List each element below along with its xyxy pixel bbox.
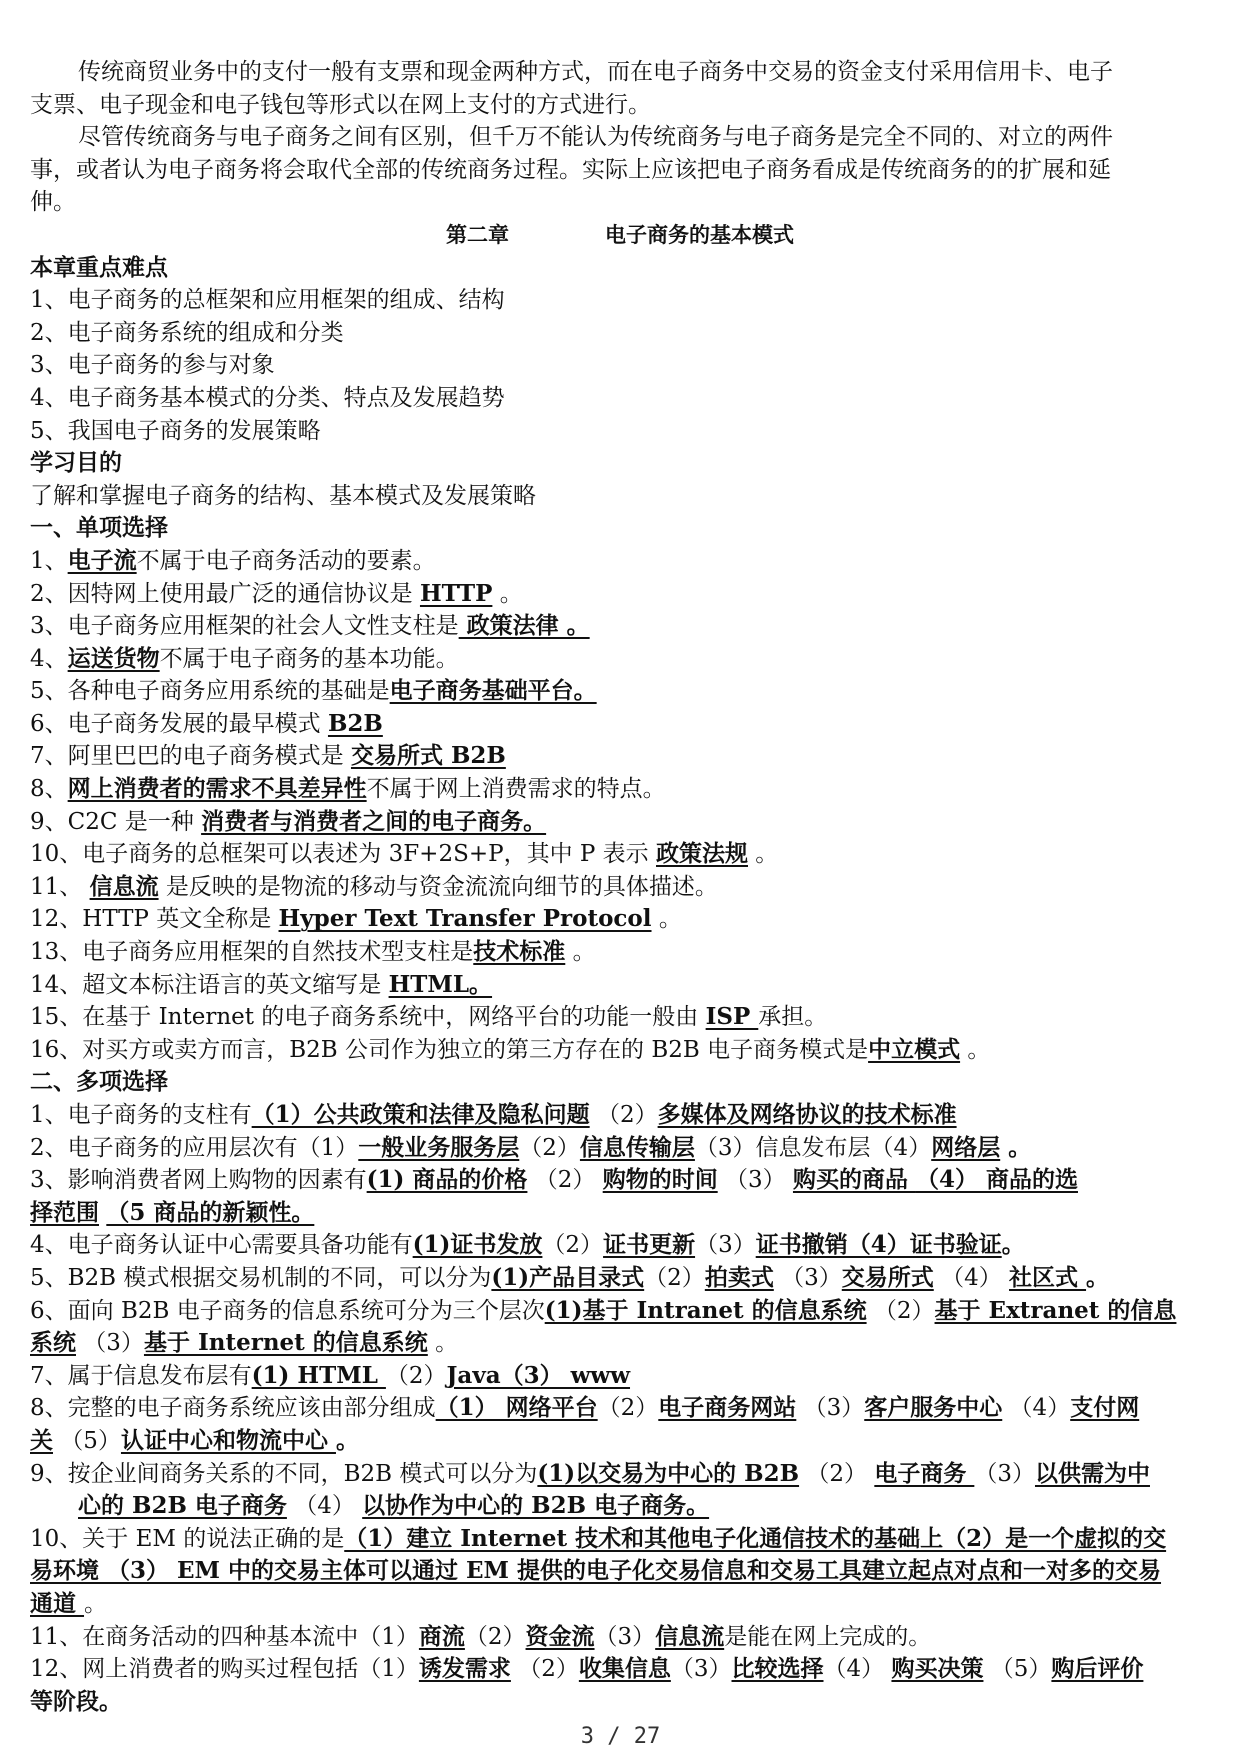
question-text: （4） [933, 1264, 1010, 1291]
answer: 易环境 （3） EM 中的交易主体可以通过 EM 提供的电子化交易信息和交易工具建立起点对点和一对多的交易 [30, 1557, 1162, 1585]
question-text: 。 [960, 1036, 991, 1063]
multi-question-9-cont [30, 1490, 1210, 1523]
multi-question-11 [30, 1621, 1210, 1654]
text: 支票、电子现金和电子钱包等形式以在网上支付的方式进行。 [30, 91, 651, 118]
question-text: （3） [76, 1330, 144, 1357]
question-text: 是反映的是物流的移动与资金流流向细节的具体描述。 [158, 873, 718, 900]
single-question-13 [30, 936, 1210, 969]
answer: 支付网 [1070, 1394, 1140, 1422]
question-text: （3） [773, 1264, 842, 1291]
chapter-number: 第二章 [446, 222, 509, 247]
text: 尽管传统商务与电子商务之间有区别，但千万不能认为传统商务与电子商务是完全不同的、对立的两件 [78, 124, 1113, 151]
question-text: 10、电子商务的总框架可以表述为 3F+2S+P，其中 P 表示 [30, 841, 656, 868]
single-question-8 [30, 773, 1210, 806]
answer: 资金流 [525, 1622, 595, 1650]
question-text: 。 [651, 906, 682, 933]
answer: 基于 Internet 的信息系统 [143, 1329, 428, 1357]
answer: Java（3） www [446, 1361, 631, 1389]
single-question-5 [30, 675, 1210, 708]
intro-paragraph-2-cont [30, 154, 1210, 187]
question-text: 11、在商务活动的四种基本流中（1） [30, 1623, 419, 1650]
question-text: 。 [84, 1590, 108, 1617]
section-heading-single-choice: 一、单项选择 [30, 514, 168, 542]
question-text: 3、电子商务应用框架的社会人文性支柱是 [30, 613, 459, 640]
single-question-4 [30, 643, 1210, 676]
answer: 关 [30, 1426, 53, 1454]
answer: 购后评价 [1051, 1655, 1144, 1683]
question-text: 不属于电子商务活动的要素。 [136, 547, 436, 574]
question-text: 12、HTTP 英文全称是 [30, 906, 279, 933]
multi-question-3 [30, 1164, 1210, 1197]
answer: 信息流 [89, 872, 159, 900]
answer: 一般业务服务层 [358, 1133, 520, 1161]
answer: 政策法规 [656, 840, 748, 868]
answer: 网上消费者的需求不具差异性 [67, 775, 367, 803]
key-point-item: 1、电子商务的总框架和应用框架的组成、结构 [30, 287, 505, 314]
multi-question-6-cont [30, 1327, 1210, 1360]
question-text: （5） [983, 1656, 1052, 1683]
multi-question-4 [30, 1229, 1210, 1262]
answer: (1)以交易为中心的 B2B [537, 1459, 800, 1487]
multi-question-9 [30, 1458, 1210, 1491]
question-text: （3） [796, 1395, 865, 1422]
answer: 电子商务基础平台。 [389, 677, 597, 705]
question-text: （2） [799, 1460, 875, 1487]
answer: 系统 [30, 1329, 76, 1357]
answer: 诱发需求 [418, 1655, 511, 1683]
answer: 电子商务 [874, 1459, 975, 1487]
text: 伸。 [30, 189, 76, 216]
question-text: 10、关于 EM 的说法正确的是 [30, 1525, 345, 1552]
key-point-item: 3、电子商务的参与对象 [30, 352, 275, 379]
answer: (1)证书发放 [412, 1231, 543, 1259]
answer: 电子商务网站 [658, 1394, 797, 1422]
question-text: （5） [53, 1427, 121, 1454]
question-text: 4、 [30, 645, 68, 672]
answer: 中立模式 [868, 1035, 961, 1063]
answer: （1） 网络平台 [435, 1394, 598, 1422]
question-text: 12、网上消费者的购买过程包括（1） [30, 1656, 419, 1683]
answer: 信息传输层 [579, 1133, 695, 1161]
question-text: 13、电子商务应用框架的自然技术型支柱是 [30, 939, 474, 966]
single-question-15 [30, 1001, 1210, 1034]
question-text: （3）信息发布层（4） [694, 1134, 932, 1161]
answer: 电子流 [67, 546, 137, 574]
question-text: 15、在基于 Internet 的电子商务系统中，网络平台的功能一般由 [30, 1004, 706, 1031]
question-text: （3） [594, 1623, 656, 1650]
multi-question-2 [30, 1132, 1210, 1165]
section-heading-goal: 学习目的 [30, 449, 122, 477]
answer: (1)基于 Intranet 的信息系统 [544, 1296, 867, 1324]
multi-question-6 [30, 1295, 1210, 1328]
question-text: 11、 [30, 873, 90, 900]
question-text: 。 [427, 1330, 459, 1357]
answer: 购买的商品 [792, 1166, 916, 1194]
text: 传统商贸业务中的支付一般有支票和现金两种方式，而在电子商务中交易的资金支付采用信用卡、电子 [78, 59, 1113, 85]
chapter-heading [30, 219, 1210, 252]
question-text: （2） [644, 1264, 705, 1291]
answer: 政策法律 。 [458, 612, 590, 640]
question-text: 。 [748, 841, 779, 868]
intro-paragraph-1 [30, 56, 1210, 89]
answer: 拍卖式 [704, 1263, 774, 1291]
answer: 交易所式 B2B [350, 742, 506, 770]
multi-question-8 [30, 1392, 1210, 1425]
single-question-10 [30, 838, 1210, 871]
goal-text: 了解和掌握电子商务的结构、基本模式及发展策略 [30, 482, 536, 509]
question-text: （4） [286, 1493, 363, 1520]
question-text: 。 [1001, 1231, 1025, 1259]
question-text: （2） [527, 1167, 603, 1194]
intro-paragraph-2-end [30, 186, 1210, 219]
question-text: 5、各种电子商务应用系统的基础是 [30, 678, 390, 705]
question-text: （2） [597, 1395, 659, 1422]
answer: 购物的时间 [602, 1166, 718, 1194]
multi-question-10-cont [30, 1555, 1210, 1588]
question-text: 是能在网上完成的。 [724, 1623, 932, 1650]
answer: 商流 [418, 1622, 465, 1650]
question-text: 。 [492, 580, 523, 607]
answer: HTTP [419, 579, 493, 607]
question-text: （4） [823, 1656, 892, 1683]
answer: HTML。 [388, 970, 493, 998]
answer: (1) HTML [251, 1361, 386, 1389]
question-text: （3） [695, 1232, 756, 1259]
text: 事，或者认为电子商务将会取代全部的传统商务过程。实际上应该把电子商务看成是传统商务的的扩展和延 [30, 156, 1111, 183]
question-text: （2） [589, 1102, 658, 1128]
answer: 证书更新 [603, 1231, 696, 1259]
question-text: 。 [1086, 1263, 1110, 1291]
answer: （1）公共政策和法律及隐私问题 [251, 1101, 590, 1128]
answer: 社区式 [1009, 1263, 1087, 1291]
answer: 择范围 [30, 1198, 99, 1226]
section-heading-multi-choice: 二、多项选择 [30, 1068, 168, 1096]
single-question-16 [30, 1034, 1210, 1067]
multi-question-10 [30, 1523, 1210, 1556]
answer: 以协作为中心的 B2B 电子商务。 [362, 1492, 710, 1520]
page-number: 3 / 27 [580, 1724, 661, 1749]
answer: 交易所式 [841, 1263, 934, 1291]
chapter-title: 电子商务的基本模式 [605, 222, 794, 247]
answer: 多媒体及网络协议的技术标准 [657, 1101, 957, 1128]
question-text: （2） [542, 1232, 604, 1259]
question-text: 2、电子商务的应用层次有（1） [30, 1134, 359, 1161]
question-text: 7、属于信息发布层有 [30, 1362, 252, 1389]
multi-question-12-cont: 等阶段。 [30, 1687, 122, 1715]
single-question-12 [30, 903, 1210, 936]
question-text: 4、电子商务认证中心需要具备功能有 [30, 1232, 413, 1259]
question-text: （2） [385, 1362, 447, 1389]
multi-question-1 [30, 1099, 1210, 1132]
answer: （5 商品的新颖性。 [106, 1198, 315, 1226]
answer: Hyper Text Transfer Protocol [278, 905, 652, 933]
answer: 比较选择 [731, 1655, 824, 1683]
answer: 运送货物 [67, 644, 160, 672]
answer: （4） 商品的选 [915, 1166, 1078, 1194]
single-question-11 [30, 871, 1210, 904]
answer: 心的 B2B 电子商务 [78, 1492, 287, 1520]
answer: 通道 [30, 1589, 85, 1617]
question-text: （4） [1002, 1395, 1071, 1422]
single-question-2 [30, 578, 1210, 611]
question-text: （3） [717, 1167, 793, 1194]
answer: （1）建立 Internet 技术和其他电子化通信技术的基础上（2）是一个虚拟的交 [344, 1524, 1167, 1552]
question-text: （3） [670, 1656, 732, 1683]
multi-question-3-cont [30, 1197, 1210, 1230]
question-text: 1、电子商务的支柱有 [30, 1102, 252, 1128]
question-text: 9、按企业间商务关系的不同，B2B 模式可以分为 [30, 1460, 538, 1487]
question-text: 2、因特网上使用最广泛的通信协议是 [30, 580, 420, 607]
question-text: 。 [1000, 1133, 1032, 1161]
question-text: （2） [510, 1656, 579, 1683]
single-question-14 [30, 969, 1210, 1002]
multi-question-8-cont [30, 1425, 1210, 1458]
multi-question-7 [30, 1360, 1210, 1393]
question-text: 9、C2C 是一种 [30, 808, 202, 835]
multi-question-5 [30, 1262, 1210, 1295]
answer: (1) 商品的价格 [366, 1166, 528, 1194]
question-text: 7、阿里巴巴的电子商务模式是 [30, 743, 351, 770]
single-question-6 [30, 708, 1210, 741]
question-text: （3） [974, 1460, 1035, 1487]
answer: ISP [705, 1003, 759, 1031]
question-text: 6、面向 B2B 电子商务的信息系统可分为三个层次 [30, 1297, 545, 1324]
question-text: 8、 [30, 776, 68, 803]
question-text: 。 [335, 1426, 359, 1454]
answer: (1)产品目录式 [491, 1263, 645, 1291]
answer: 认证中心和物流中心 [120, 1426, 336, 1454]
answer: 以供需为中 [1034, 1459, 1150, 1487]
question-text: 16、对买方或卖方而言，B2B 公司作为独立的第三方存在的 B2B 电子商务模式是 [30, 1036, 869, 1063]
question-text: 5、B2B 模式根据交易机制的不同，可以分为 [30, 1264, 492, 1291]
answer: B2B [327, 709, 383, 737]
answer: 网络层 [931, 1133, 1001, 1161]
key-point-item: 4、电子商务基本模式的分类、特点及发展趋势 [30, 384, 505, 411]
key-point-item: 2、电子商务系统的组成和分类 [30, 319, 344, 346]
single-question-7 [30, 740, 1210, 773]
document-page [30, 56, 1210, 1718]
question-text: 6、电子商务发展的最早模式 [30, 710, 328, 737]
intro-paragraph-2 [30, 121, 1210, 154]
single-question-3 [30, 610, 1210, 643]
question-text: 承担。 [758, 1004, 828, 1031]
multi-question-10-end [30, 1588, 1210, 1621]
question-text: 。 [565, 939, 596, 966]
question-text: （2） [866, 1297, 935, 1324]
answer: 客户服务中心 [864, 1394, 1003, 1422]
question-text: 不属于网上消费需求的特点。 [366, 776, 666, 803]
answer: 消费者与消费者之间的电子商务。 [201, 807, 547, 835]
key-point-item: 5、我国电子商务的发展策略 [30, 417, 321, 444]
multi-question-12 [30, 1653, 1210, 1686]
question-text: （2） [464, 1623, 526, 1650]
answer: 收集信息 [578, 1655, 671, 1683]
question-text: 8、完整的电子商务系统应该由部分组成 [30, 1395, 436, 1422]
single-question-9 [30, 806, 1210, 839]
question-text: 14、超文本标注语言的英文缩写是 [30, 971, 389, 998]
answer: 信息流 [655, 1622, 725, 1650]
question-text: 3、影响消费者网上购物的因素有 [30, 1167, 367, 1194]
question-text: 1、 [30, 547, 68, 574]
intro-paragraph-1-cont [30, 89, 1210, 122]
answer: 基于 Extranet 的信息 [934, 1296, 1177, 1324]
section-heading-key-points: 本章重点难点 [30, 253, 168, 281]
single-question-1 [30, 545, 1210, 578]
answer: 技术标准 [473, 938, 566, 966]
answer: 证书撤销（4）证书验证 [755, 1231, 1002, 1259]
question-text: 不属于电子商务的基本功能。 [159, 645, 459, 672]
answer: 购买决策 [891, 1655, 984, 1683]
question-text: （2） [519, 1134, 580, 1161]
